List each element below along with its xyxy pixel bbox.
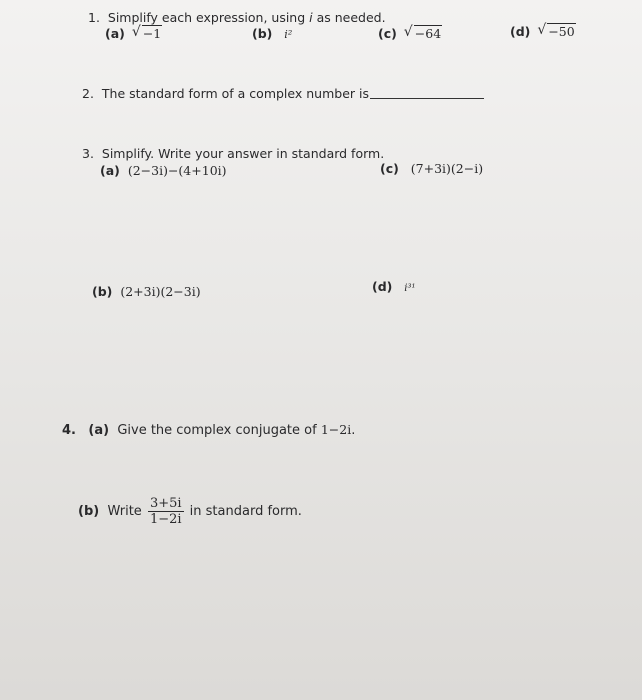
q1-part-c xyxy=(378,26,442,41)
question-2-prompt xyxy=(82,86,369,101)
math-expression: i³¹ xyxy=(404,283,416,294)
prompt-text-end: as needed. xyxy=(312,10,386,25)
question-3-prompt xyxy=(82,146,384,161)
sqrt-expression xyxy=(133,26,162,41)
prompt-text-end: . xyxy=(351,423,356,438)
question-number: 3. xyxy=(82,146,94,161)
question-4a-prompt xyxy=(62,422,355,438)
question-4b-prompt xyxy=(78,496,302,527)
q1-part-b xyxy=(252,26,292,41)
prompt-text-end: in standard form. xyxy=(189,504,302,519)
fraction-numerator: 3+5i xyxy=(149,496,182,511)
fraction-denominator: 1−2i xyxy=(149,512,182,527)
prompt-text: Write xyxy=(107,504,142,519)
part-label: (b) xyxy=(78,504,100,519)
radicand: −50 xyxy=(548,24,575,39)
part-label: (b) xyxy=(252,26,273,41)
prompt-text: Give the complex conjugate of xyxy=(117,423,321,438)
q1-part-d xyxy=(510,24,576,39)
answer-blank-line[interactable] xyxy=(370,98,484,99)
radicand: −64 xyxy=(414,26,442,41)
part-label: (c) xyxy=(378,26,397,41)
prompt-text: Simplify. Write your answer in standard form. xyxy=(101,146,385,161)
sqrt-expression xyxy=(405,26,442,41)
prompt-variable: i xyxy=(309,10,313,25)
radicand: −1 xyxy=(142,26,162,41)
q3-part-c xyxy=(380,161,483,176)
q1-part-a xyxy=(105,26,162,41)
q3-part-d xyxy=(372,279,416,294)
part-label: (a) xyxy=(105,26,125,41)
math-expression: (2−3i)−(4+10i) xyxy=(127,163,227,178)
prompt-text: Simplify each expression, using xyxy=(107,10,310,25)
math-expression: 1−2i xyxy=(320,422,352,437)
question-number: 4. xyxy=(62,423,76,438)
math-expression: (7+3i)(2−i) xyxy=(410,161,484,176)
sqrt-expression xyxy=(538,24,575,39)
part-label: (b) xyxy=(92,284,113,299)
part-label: (d) xyxy=(510,24,531,39)
math-expression: (2+3i)(2−3i) xyxy=(120,284,201,299)
part-label: (a) xyxy=(88,423,110,438)
question-number: 1. xyxy=(88,10,100,25)
q3-part-b xyxy=(92,284,201,299)
prompt-text: The standard form of a complex number is xyxy=(101,86,369,101)
question-number: 2. xyxy=(82,86,94,101)
math-expression: i² xyxy=(284,28,293,41)
question-1-prompt xyxy=(88,10,386,25)
part-label: (a) xyxy=(100,163,120,178)
part-label: (d) xyxy=(372,279,393,294)
part-label: (c) xyxy=(380,161,399,176)
fraction xyxy=(148,496,184,527)
q3-part-a xyxy=(100,163,227,178)
